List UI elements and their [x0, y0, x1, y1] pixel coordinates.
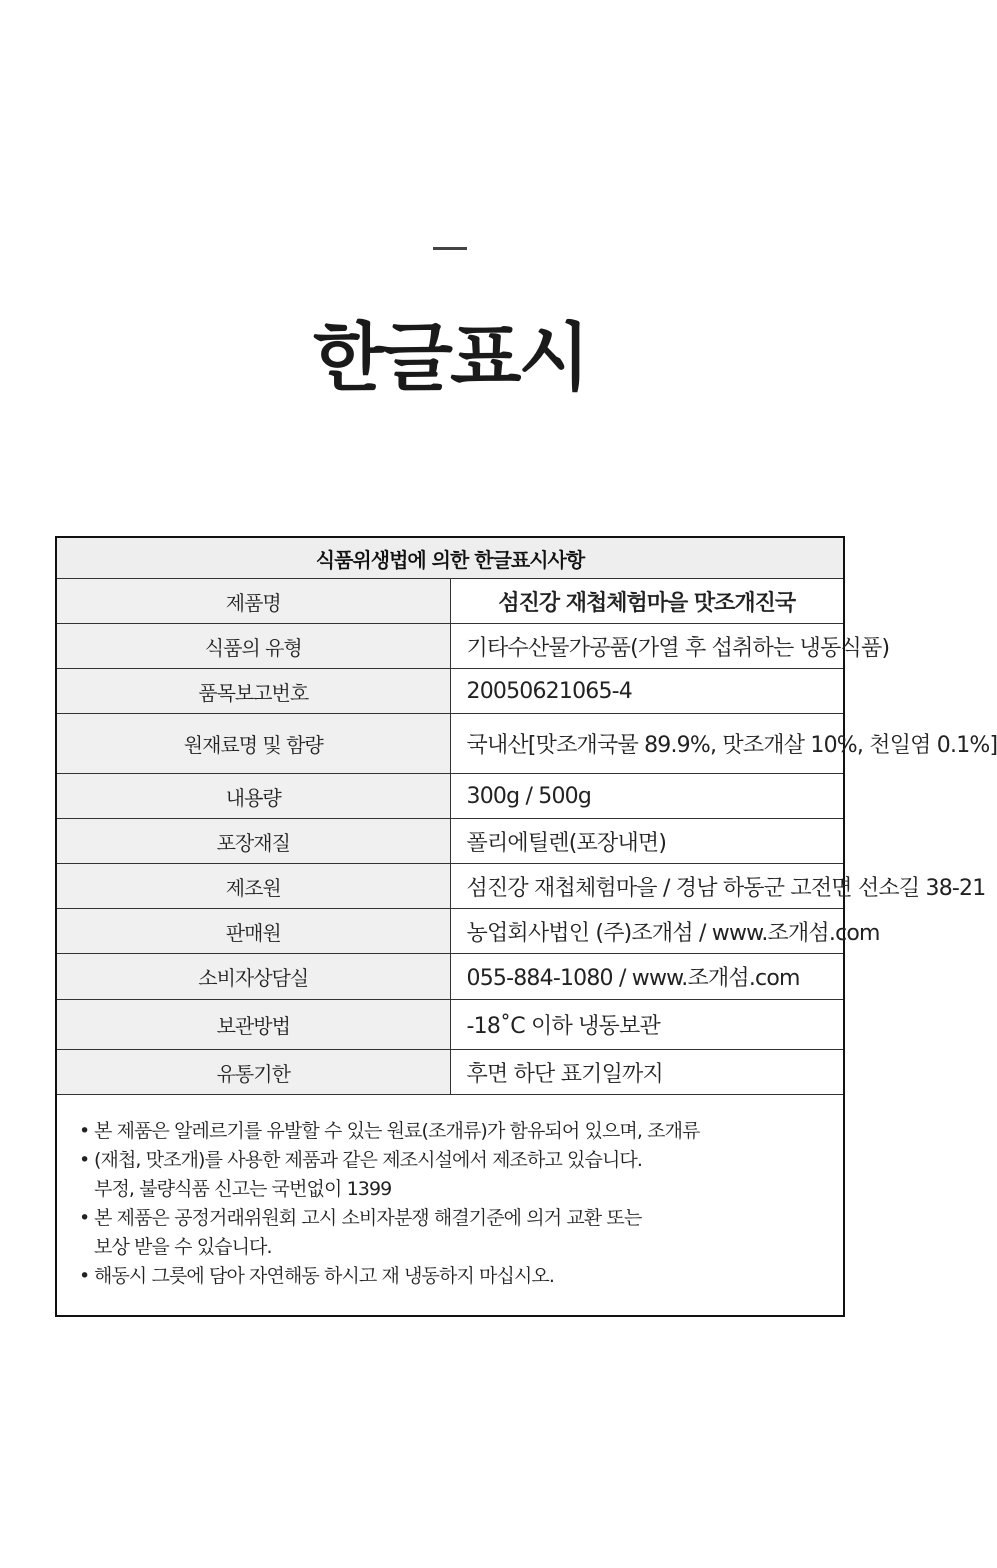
- table-row-report-number: [57, 669, 843, 714]
- row-value: 후면 하단 표기일까지: [450, 1050, 843, 1095]
- notice-item-continued: 부정, 불량식품 신고는 국번없이 1399: [94, 1178, 392, 1200]
- row-value: 농업회사법인 (주)조개섬 / www.조개섬.com: [450, 909, 843, 954]
- product-name-value: 섬진강 재첩체험마을 맛조개진국: [450, 579, 843, 624]
- row-key: 보관방법: [57, 1000, 450, 1050]
- row-value: 기타수산물가공품(가열 후 섭취하는 냉동식품): [450, 624, 843, 669]
- title-divider-dash: [433, 247, 467, 250]
- row-value: 폴리에틸렌(포장내면): [450, 819, 843, 864]
- table-row-seller: [57, 909, 843, 954]
- notice-item: • 본 제품은 알레르기를 유발할 수 있는 원료(조개류)가 함유되어 있으며, 조개류: [79, 1117, 843, 1146]
- table-row-storage: [57, 1000, 843, 1050]
- row-key: 포장재질: [57, 819, 450, 864]
- table-row-expiry: [57, 1050, 843, 1095]
- row-key: 식품의 유형: [57, 624, 450, 669]
- row-value: 20050621065-4: [450, 669, 843, 714]
- row-value: 국내산[맛조개국물 89.9%, 맛조개살 10%, 천일염 0.1%]: [450, 714, 843, 774]
- notice-item: • 본 제품은 공정거래위원회 고시 소비자분쟁 해결기준에 의거 교환 또는: [79, 1204, 843, 1233]
- row-key: 소비자상담실: [57, 954, 450, 1000]
- row-key: 제조원: [57, 864, 450, 909]
- row-value: 055-884-1080 / www.조개섬.com: [450, 954, 843, 1000]
- row-value: -18˚C 이하 냉동보관: [450, 1000, 843, 1050]
- row-key: 원재료명 및 함량: [57, 714, 450, 774]
- table-row-ingredients: [57, 714, 843, 774]
- table-row-manufacturer: [57, 864, 843, 909]
- table-row-food-type: [57, 624, 843, 669]
- table-row-packaging: [57, 819, 843, 864]
- table-header-row: [57, 538, 843, 579]
- row-key: 내용량: [57, 774, 450, 819]
- page-title: 한글표시: [313, 315, 587, 401]
- table-header: 식품위생법에 의한 한글표시사항: [57, 538, 843, 579]
- table-row-consumer-center: [57, 954, 843, 1000]
- table-row-product-name: [57, 579, 843, 624]
- row-key: 제품명: [57, 579, 450, 624]
- notice-item: • (재첩, 맛조개)를 사용한 제품과 같은 제조시설에서 제조하고 있습니다.: [79, 1146, 843, 1175]
- row-value: 300g / 500g: [450, 774, 843, 819]
- notice-item: • 해동시 그릇에 담아 자연해동 하시고 재 냉동하지 마십시오.: [79, 1262, 843, 1291]
- korean-label-box: [55, 536, 997, 1317]
- row-value: 섬진강 재첩체험마을 / 경남 하동군 고전면 선소길 38-21: [450, 864, 843, 909]
- notice-list: [57, 1095, 843, 1291]
- notice-item-continued: 보상 받을 수 있습니다.: [94, 1236, 272, 1258]
- row-key: 판매원: [57, 909, 450, 954]
- row-key: 품목보고번호: [57, 669, 450, 714]
- label-table: [57, 538, 997, 1095]
- row-key: 유통기한: [57, 1050, 450, 1095]
- table-row-net-weight: [57, 774, 843, 819]
